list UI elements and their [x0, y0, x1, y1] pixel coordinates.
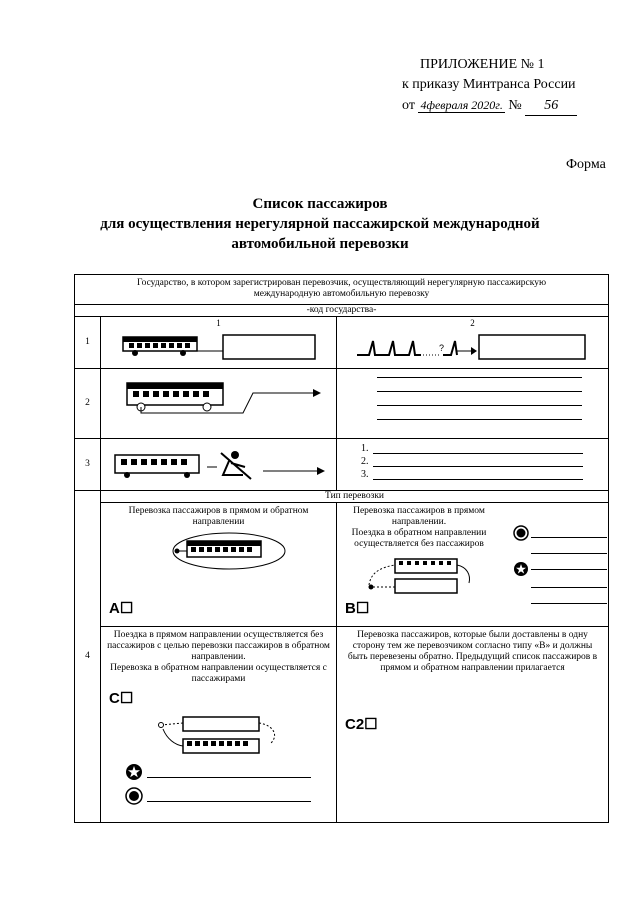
type-a-text: Перевозка пассажиров в прямом и обратном направлении [128, 506, 309, 527]
row-number: 2 [75, 369, 101, 439]
target-icon [125, 787, 143, 805]
country-code-label: -код государства- [306, 305, 377, 315]
type-c-text [101, 627, 336, 685]
document-subtitle-2: автомобильной перевозки [231, 236, 409, 252]
type-b-text-1: Перевозка пассажиров в прямом направлении. [353, 506, 485, 527]
type-c-star-line[interactable] [147, 777, 311, 778]
country-code-field[interactable] [75, 305, 609, 317]
driver-line-2[interactable] [373, 466, 583, 467]
driver-item-2: 2. [361, 456, 369, 467]
type-c-text-2: Перевозка в обратном направлении осуществляется с пассажирами [110, 663, 327, 684]
type-c2-text: Перевозка пассажиров, которые были доставлены в одну сторону тем же перевозчиком согласно типу «B» и должны быть перевезены обратно. Предыдущий список пассажиров в прямом и обратном направлении прилагается [347, 630, 598, 673]
type-a-checkbox[interactable]: A☐ [109, 600, 134, 617]
star-icon [125, 763, 143, 781]
number-prefix: № [508, 98, 522, 113]
column-1-header: 1 [216, 318, 221, 328]
passenger-list-form [74, 274, 609, 823]
row-number: 3 [75, 439, 101, 491]
type-b-line-2[interactable] [531, 553, 607, 554]
type-c-checkbox[interactable]: C☐ [109, 690, 134, 707]
row2-col2[interactable] [337, 369, 609, 439]
state-header-line2: международную автомобильную перевозку [253, 289, 430, 299]
round-trip-bus-icon [171, 531, 291, 571]
state-header-cell [75, 275, 609, 305]
bus-to-plate-icon [119, 331, 319, 361]
type-b-text-2: Поездка в обратном направлении осуществляется без пассажиров [351, 528, 487, 549]
type-c2-cell [337, 627, 609, 823]
transport-type-header: Тип перевозки [101, 491, 609, 503]
order-reference: к приказу Минтранса России [402, 77, 576, 92]
document-subtitle-1: для осуществления нерегулярной пассажирской международной [100, 216, 540, 232]
route-line-2[interactable] [377, 391, 582, 392]
row1-col1 [101, 317, 337, 369]
type-b-line-3[interactable] [531, 569, 607, 570]
bus-driver-arrow-icon [113, 449, 333, 483]
appendix-number: ПРИЛОЖЕНИЕ № 1 [420, 57, 545, 72]
type-c-target-line[interactable] [147, 801, 311, 802]
document-title: Список пассажиров [252, 196, 388, 212]
svg-text:?: ? [439, 343, 445, 353]
type-b-cell [337, 503, 609, 627]
bus-route-arrow-icon [123, 381, 333, 421]
driver-item-1: 1. [361, 443, 369, 454]
empty-forward-bus-icon [157, 713, 287, 759]
row1-col2 [337, 317, 609, 369]
handwritten-number: 56 [525, 97, 577, 116]
handwriting-to-box-icon [355, 331, 605, 361]
type-b-line-5[interactable] [531, 603, 607, 604]
handwritten-date: 4февраля 2020г. [420, 98, 503, 112]
route-line-3[interactable] [377, 405, 582, 406]
type-c2-checkbox[interactable]: C2☐ [345, 716, 378, 733]
driver-line-3[interactable] [373, 479, 583, 480]
route-line-1[interactable] [377, 377, 582, 378]
type-c-cell [101, 627, 337, 823]
type-c-text-1: Поездка в прямом направлении осуществляется без пассажиров с целью перевозки пассажиров в обратном направлении. [107, 630, 330, 662]
type-b-checkbox[interactable]: B☐ [345, 600, 370, 617]
type-b-text [339, 506, 499, 550]
row3-col2 [337, 439, 609, 491]
type-b-target-line[interactable] [531, 537, 607, 538]
row-number: 4 [75, 491, 101, 823]
type-b-star-line[interactable] [531, 587, 607, 588]
driver-item-3: 3. [361, 469, 369, 480]
row2-col1 [101, 369, 337, 439]
route-line-4[interactable] [377, 419, 582, 420]
target-icon [513, 525, 529, 541]
state-header-line1: Государство, в котором зарегистрирован перевозчик, осуществляющий нерегулярную пассажирскую [136, 278, 547, 288]
type-a-cell [101, 503, 337, 627]
row-number: 1 [75, 317, 101, 369]
form-label: Форма [566, 157, 606, 172]
column-2-header: 2 [470, 318, 475, 328]
order-date-line [402, 96, 597, 116]
date-prefix: от [402, 98, 415, 113]
star-icon [513, 561, 529, 577]
driver-line-1[interactable] [373, 453, 583, 454]
row3-col1 [101, 439, 337, 491]
one-way-bus-icon [365, 557, 475, 601]
